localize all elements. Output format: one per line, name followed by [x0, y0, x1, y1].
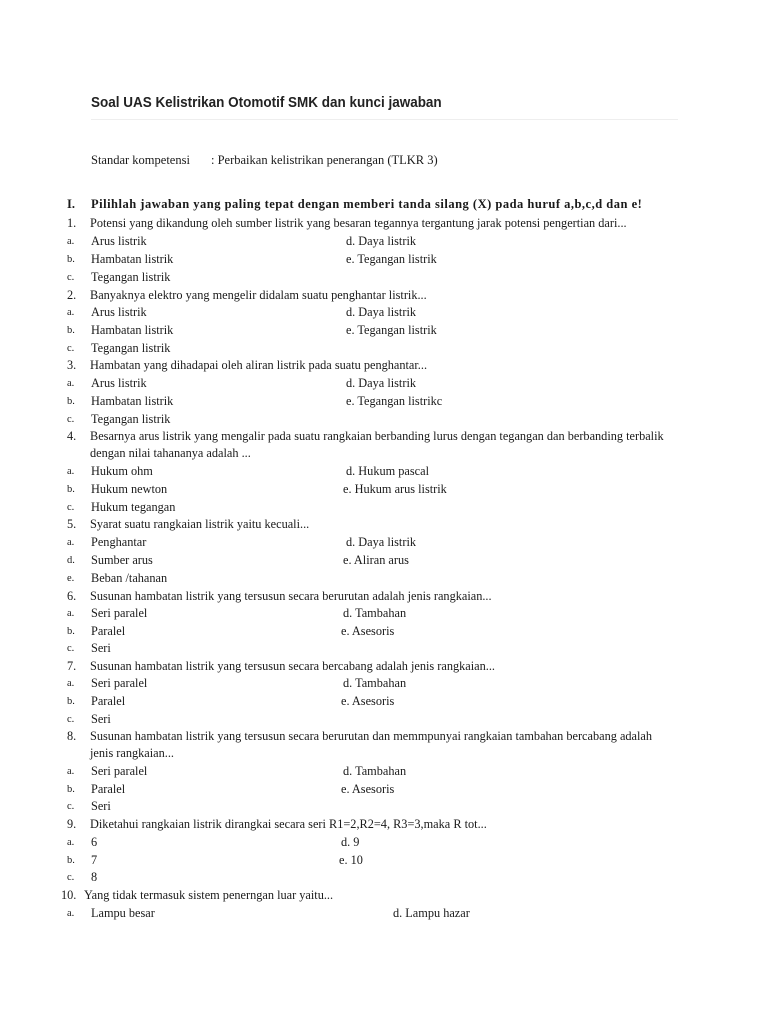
option-text: Paralel: [91, 624, 126, 638]
question-number: 8.: [67, 729, 77, 743]
option-letter: c.: [67, 872, 75, 883]
option-letter: c.: [67, 643, 75, 654]
option-text: Seri paralel: [91, 764, 148, 778]
option-letter: b.: [67, 254, 75, 265]
question-text: Yang tidak termasuk sistem penerngan luar yaitu...: [84, 888, 334, 902]
question-number: 3.: [67, 358, 77, 372]
option-right: e. 10: [339, 853, 363, 867]
option-text: Seri paralel: [91, 606, 148, 620]
option-text: Hambatan listrik: [91, 394, 174, 408]
option-letter: a.: [67, 766, 75, 777]
question-text-continued: jenis rangkaian...: [90, 746, 175, 760]
option-right: d. Daya listrik: [346, 535, 417, 549]
option-letter: a.: [67, 378, 75, 389]
option-text: Tegangan listrik: [91, 270, 171, 284]
option-text: Hukum newton: [91, 482, 168, 496]
option-text: Tegangan listrik: [91, 412, 171, 426]
title-divider: [91, 119, 678, 120]
option-text: Sumber arus: [91, 553, 153, 567]
question-number: 1.: [67, 216, 77, 230]
option-text: Arus listrik: [91, 305, 147, 319]
option-letter: e.: [67, 573, 75, 584]
option-text: Arus listrik: [91, 234, 147, 248]
option-letter: a.: [67, 466, 75, 477]
option-letter: a.: [67, 608, 75, 619]
option-letter: c.: [67, 502, 75, 513]
option-text: Hambatan listrik: [91, 252, 174, 266]
option-text: Paralel: [91, 694, 126, 708]
question-text: Besarnya arus listrik yang mengalir pada suatu rangkaian berbanding lurus dengan tegangan dan berbanding terbalik: [90, 429, 664, 443]
option-letter: d.: [67, 555, 75, 566]
section-instruction: Pilihlah jawaban yang paling tepat dengan memberi tanda silang (X) pada huruf a,b,c,d dan e!: [91, 197, 643, 211]
option-letter: a.: [67, 236, 75, 247]
option-letter: b.: [67, 325, 75, 336]
question-number: 5.: [67, 517, 77, 531]
option-right: d. Daya listrik: [346, 305, 417, 319]
question-text: Syarat suatu rangkaian listrik yaitu kecuali...: [90, 517, 310, 531]
option-text: 6: [91, 835, 98, 849]
option-text: Paralel: [91, 782, 126, 796]
option-letter: c.: [67, 414, 75, 425]
option-text: Penghantar: [91, 535, 147, 549]
question-text: Susunan hambatan listrik yang tersusun secara bercabang adalah jenis rangkaian...: [90, 659, 495, 673]
question-number: 10.: [61, 888, 77, 902]
option-letter: c.: [67, 343, 75, 354]
option-letter: b.: [67, 484, 75, 495]
option-letter: b.: [67, 784, 75, 795]
option-letter: a.: [67, 678, 75, 689]
option-right: d. Tambahan: [343, 676, 407, 690]
option-text: 8: [91, 870, 98, 884]
option-right: d. 9: [341, 835, 360, 849]
option-right: d. Daya listrik: [346, 234, 417, 248]
document-title: Soal UAS Kelistrikan Otomotif SMK dan kunci jawaban: [91, 95, 442, 111]
option-right: e. Aliran arus: [343, 553, 409, 567]
option-text: Tegangan listrik: [91, 341, 171, 355]
option-letter: a.: [67, 837, 75, 848]
option-right: e. Asesoris: [341, 782, 395, 796]
option-letter: c.: [67, 272, 75, 283]
option-letter: a.: [67, 908, 75, 919]
option-text: Hukum tegangan: [91, 500, 176, 514]
question-number: 7.: [67, 659, 77, 673]
option-letter: c.: [67, 801, 75, 812]
option-right: d. Hukum pascal: [346, 464, 429, 478]
question-text: Hambatan yang dihadapai oleh aliran listrik pada suatu penghantar...: [90, 358, 428, 372]
option-letter: a.: [67, 307, 75, 318]
option-letter: b.: [67, 855, 75, 866]
option-text: Hambatan listrik: [91, 323, 174, 337]
option-text: 7: [91, 853, 98, 867]
competency-label: Standar kompetensi: [91, 153, 190, 167]
option-letter: a.: [67, 537, 75, 548]
option-right: e. Tegangan listrik: [346, 252, 437, 266]
option-text: Lampu besar: [91, 906, 155, 920]
option-right: d. Lampu hazar: [393, 906, 470, 920]
question-text: Diketahui rangkaian listrik dirangkai secara seri R1=2,R2=4, R3=3,maka R tot...: [90, 817, 487, 831]
option-right: d. Tambahan: [343, 764, 407, 778]
section-number: I.: [67, 197, 75, 211]
competency-value: : Perbaikan kelistrikan penerangan (TLKR 3): [211, 153, 438, 167]
question-number: 9.: [67, 817, 77, 831]
option-text: Hukum ohm: [91, 464, 153, 478]
question-number: 2.: [67, 288, 77, 302]
question-number: 4.: [67, 429, 77, 443]
option-right: d. Daya listrik: [346, 376, 417, 390]
option-right: e. Tegangan listrikc: [346, 394, 443, 408]
question-number: 6.: [67, 589, 77, 603]
question-text: Susunan hambatan listrik yang tersusun secara berurutan dan memmpunyai rangkaian tambahan bercabang adalah: [90, 729, 653, 743]
option-right: e. Tegangan listrik: [346, 323, 437, 337]
option-letter: b.: [67, 626, 75, 637]
question-text: Banyaknya elektro yang mengelir didalam suatu penghantar listrik...: [90, 288, 427, 302]
option-text: Seri: [91, 799, 111, 813]
option-letter: b.: [67, 696, 75, 707]
question-text: Susunan hambatan listrik yang tersusun secara berurutan adalah jenis rangkaian...: [90, 589, 492, 603]
option-letter: c.: [67, 714, 75, 725]
option-right: d. Tambahan: [343, 606, 407, 620]
question-text-continued: dengan nilai tahananya adalah ...: [90, 446, 251, 460]
option-text: Seri paralel: [91, 676, 148, 690]
option-right: e. Hukum arus listrik: [343, 482, 447, 496]
option-text: Seri: [91, 641, 111, 655]
question-text: Potensi yang dikandung oleh sumber listrik yang besaran tegannya tergantung jarak potensi pengertian dari...: [90, 216, 627, 230]
option-letter: b.: [67, 396, 75, 407]
option-text: Beban /tahanan: [91, 571, 168, 585]
option-text: Arus listrik: [91, 376, 147, 390]
option-text: Seri: [91, 712, 111, 726]
option-right: e. Asesoris: [341, 624, 395, 638]
option-right: e. Asesoris: [341, 694, 395, 708]
